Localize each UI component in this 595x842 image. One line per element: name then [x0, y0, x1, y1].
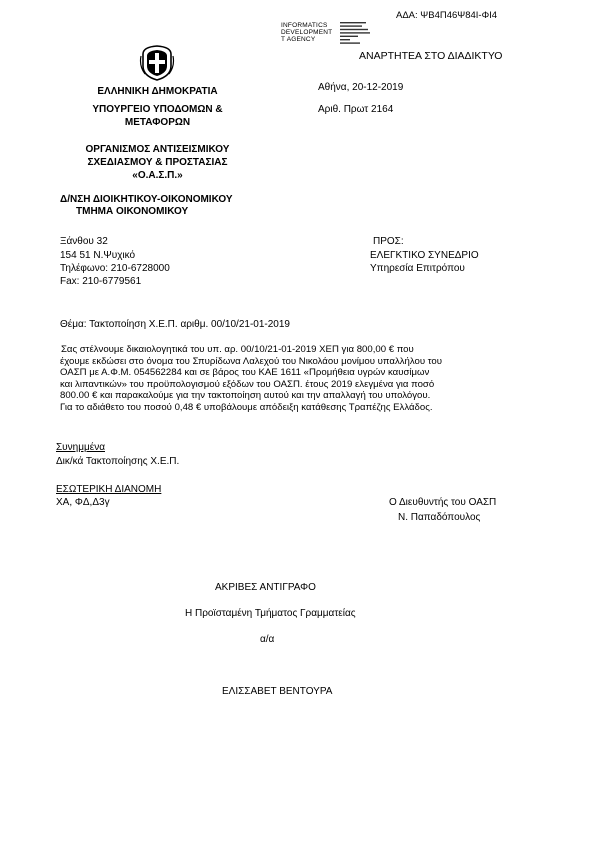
ada-code: ΑΔΑ: ΨΒ4Π46Ψ84Ι-ΦΙ4: [396, 10, 498, 21]
body-line: 800.00 € και παρακαλούμε για την τακτοποίηση αυτού και την απαλλαγή του υπολόγου.: [60, 390, 431, 401]
organization-line: «Ο.Α.Σ.Π.»: [132, 170, 183, 181]
distribution-title-text: ΕΣΩΤΕΡΙΚΗ ΔΙΑΝΟΜΗ: [56, 484, 162, 495]
address-line: Ξάνθου 32: [60, 236, 108, 247]
certification-name: ΕΛΙΣΣΑΒΕΤ ΒΕΝΤΟΥΡΑ: [222, 686, 333, 697]
stamp-line: DEVELOPMENT: [281, 29, 333, 36]
coat-of-arms-icon: [139, 44, 175, 82]
body-line: έχουμε εκδώσει στο όνομα του Σπυρίδωνα Λαλεχού του Νικολάου μονίμου υπαλλήλου του: [60, 355, 443, 367]
attachments-title: Συνημμένα: [56, 442, 105, 453]
body-line: Σας στέλνουμε δικαιολογητικά του υπ. αρ. 00/10/21-01-2019 ΧΕΠ για 800,00 € που: [61, 344, 414, 355]
organization-line: ΟΡΓΑΝΙΣΜΟΣ ΑΝΤΙΣΕΙΣΜΙΚΟΥ: [85, 144, 230, 155]
publication-stamp: [281, 22, 332, 43]
body-line: ΟΑΣΠ με Α.Φ.Μ. 054562284 και σε βάρος του ΚΑΕ 1611 «Προμήθεια υγρών καυσίμων: [60, 367, 430, 378]
publication-notice: ΑΝΑΡΤΗΤΕΑ ΣΤΟ ΔΙΑΔΙΚΤΥΟ: [359, 50, 503, 62]
certification-role: Η Προϊσταμένη Τμήματος Γραμματείας: [185, 608, 356, 619]
department: ΤΜΗΜΑ ΟΙΚΟΝΟΜΙΚΟΥ: [76, 206, 189, 217]
body-paragraph: [60, 344, 442, 413]
address-line: Τηλέφωνο: 210-6728000: [60, 263, 170, 274]
distribution-item: ΧΑ, ΦΔ,Δ3γ: [56, 497, 110, 508]
recipient-unit: Υπηρεσία Επιτρόπου: [370, 263, 465, 274]
stamp-fine-print: [340, 22, 372, 48]
ministry-line: ΜΕΤΑΦΟΡΩΝ: [124, 117, 191, 128]
country-name: ΕΛΛΗΝΙΚΗ ΔΗΜΟΚΡΑΤΙΑ: [97, 86, 218, 97]
address-line: Fax: 210-6779561: [60, 276, 142, 287]
signatory-role: Ο Διευθυντής του ΟΑΣΠ: [389, 497, 497, 508]
certification-aa: α/α: [260, 634, 275, 645]
stamp-line: INFORMATICS: [281, 22, 328, 29]
certification-title: ΑΚΡΙΒΕΣ ΑΝΤΙΓΡΑΦΟ: [215, 582, 316, 593]
attachments-item: Δικ/κά Τακτοποίησης Χ.Ε.Π.: [56, 456, 180, 467]
organization-line: ΣΧΕΔΙΑΣΜΟΥ & ΠΡΟΣΤΑΣΙΑΣ: [87, 157, 228, 168]
signatory-name: Ν. Παπαδόπουλος: [398, 512, 481, 523]
document-date: Αθήνα, 20-12-2019: [318, 82, 404, 93]
ministry-line: ΥΠΟΥΡΓΕΙΟ ΥΠΟΔΟΜΩΝ &: [92, 104, 223, 115]
distribution-title: [56, 484, 171, 496]
address-line: 154 51 Ν.Ψυχικό: [60, 250, 136, 261]
subject-line: Θέμα: Τακτοποίηση Χ.Ε.Π. αριθμ. 00/10/21-01-2019: [60, 319, 290, 330]
stamp-line: T AGENCY: [281, 36, 316, 43]
recipient-name: ΕΛΕΓΚΤΙΚΟ ΣΥΝΕΔΡΙΟ: [370, 250, 479, 261]
body-line: Για το αδιάθετο του ποσού 0,48 € υποβάλουμε απόδειξη κατάθεσης Τραπέζης Ελλάδος.: [60, 401, 433, 413]
directorate: Δ/ΝΣΗ ΔΙΟΙΚΗΤΙΚΟΥ-ΟΙΚΟΝΟΜΙΚΟΥ: [60, 194, 233, 205]
body-line: και λιπαντικών» του προϋπολογισμού εξόδων του ΟΑΣΠ. έτους 2019 ελεγμένα για ποσό: [60, 378, 435, 390]
recipient-label: ΠΡΟΣ:: [373, 236, 404, 247]
protocol-number: Αριθ. Πρωτ 2164: [318, 104, 394, 115]
